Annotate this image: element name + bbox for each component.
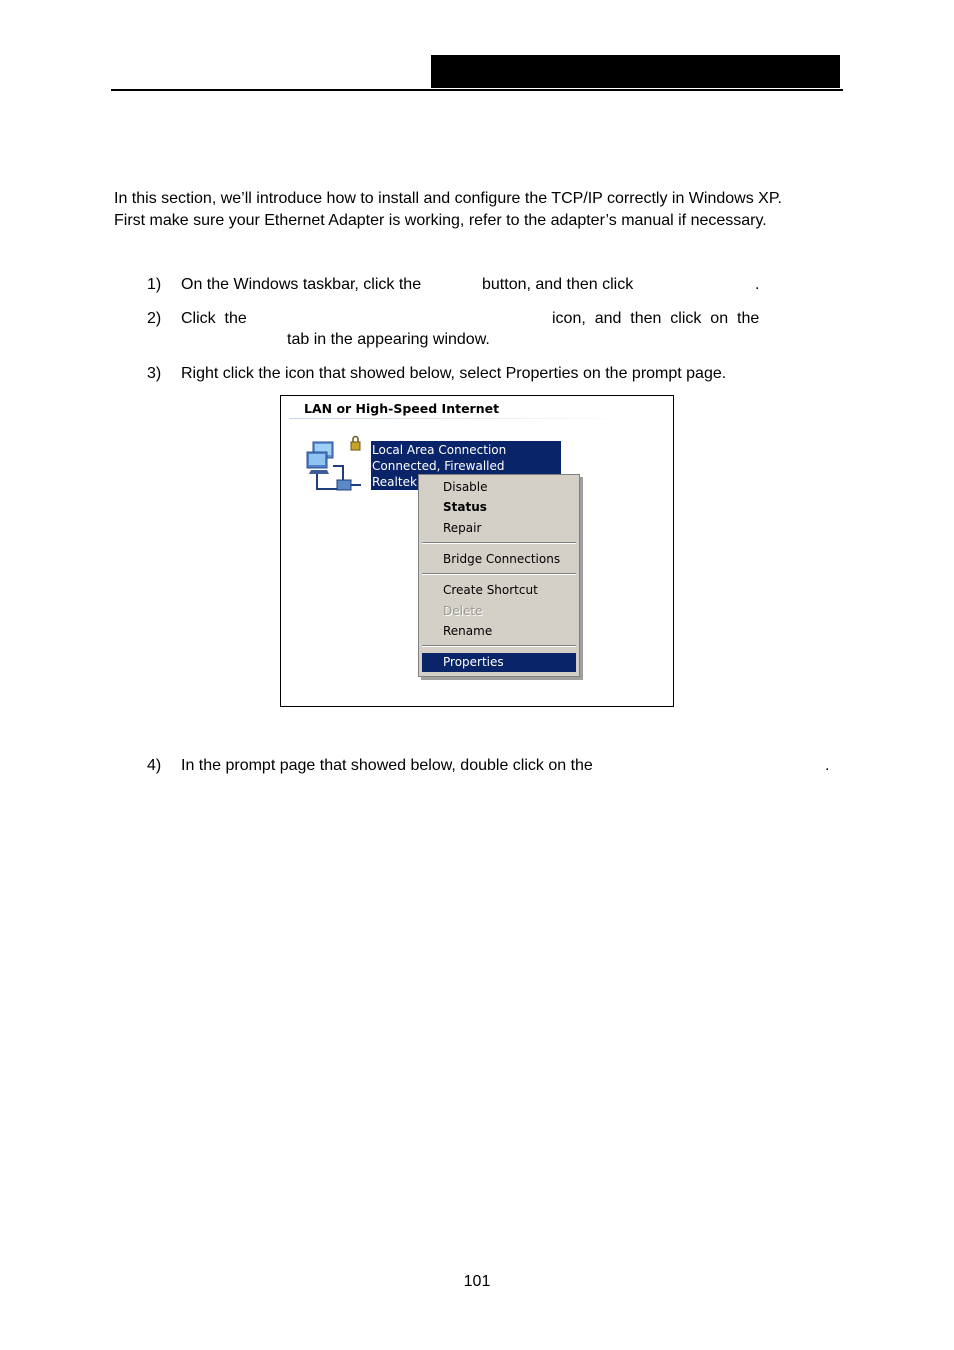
step-text-a: Click the [181,310,247,327]
step-text-b: button, and then click [482,276,634,293]
step-text-b: icon, and then click on the [552,310,760,327]
menu-item-delete: Delete [443,604,483,618]
group-divider [289,418,629,419]
step-number: 1) [147,276,162,293]
step-text-c: . [825,757,830,774]
menu-item-properties[interactable]: Properties [422,653,576,672]
step-text-a: In the prompt page that showed below, double click on the [181,757,593,774]
header-bar [431,55,840,88]
header-rule [111,89,843,91]
menu-item-rename[interactable]: Rename [443,624,493,638]
menu-separator [422,645,576,647]
menu-separator [422,573,576,575]
menu-item-create-shortcut[interactable]: Create Shortcut [443,583,538,597]
page-number: 101 [463,1273,491,1290]
intro-line-2: First make sure your Ethernet Adapter is working, refer to the adapter’s manual if necessary. [114,212,767,229]
step-text: Right click the icon that showed below, select Properties on the prompt page. [181,365,727,382]
intro-line-1: In this section, we’ll introduce how to install and configure the TCP/IP correctly in Windows XP. [114,190,782,207]
step-text-c: . [755,276,760,293]
connection-device: Realtek [372,475,417,489]
step-text-a: On the Windows taskbar, click the [181,276,422,293]
connection-name[interactable]: Local Area Connection [372,443,507,457]
menu-item-disable[interactable]: Disable [443,480,488,494]
intro-paragraph [114,188,841,232]
menu-item-repair[interactable]: Repair [443,521,482,535]
menu-separator [422,542,576,544]
menu-item-bridge-connections[interactable]: Bridge Connections [443,552,561,566]
context-menu [418,474,580,677]
connection-status: Connected, Firewalled [372,459,505,473]
step-number: 4) [147,757,162,774]
step-number: 3) [147,365,162,382]
step-text-c: tab in the appearing window. [287,331,490,348]
network-connection-icon[interactable] [305,434,365,496]
network-connections-screenshot [280,395,674,707]
menu-item-status[interactable]: Status [443,500,487,514]
group-title: LAN or High-Speed Internet [304,401,500,416]
step-number: 2) [147,310,162,327]
